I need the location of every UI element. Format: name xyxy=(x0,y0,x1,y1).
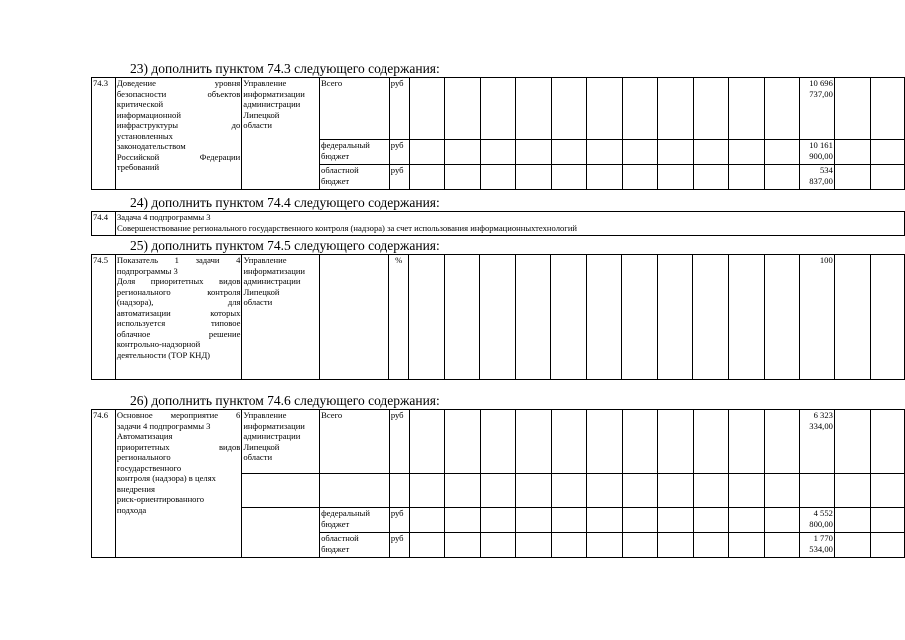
item-name-cell: Показатель 1 задачи 4 подпрограммы 3 Доля приоритетных видов регионального контроля (надзора), для автоматизации которых используется типовое облачное решение контрольно-надзорной деятельности (ТОР КНД) xyxy=(115,255,242,380)
source-cell: областной бюджет xyxy=(320,533,390,558)
value-cell: 1 770 534,00 xyxy=(800,533,835,558)
item-number: 74.6 xyxy=(92,410,116,558)
table-74-3 xyxy=(91,77,905,190)
source-cell: Всего xyxy=(320,410,390,474)
heading-item-74-5: 25) дополнить пунктом 74.5 следующего содержания: xyxy=(130,238,440,253)
table-row xyxy=(92,212,905,236)
table-74-5 xyxy=(91,254,905,380)
item-number: 74.3 xyxy=(92,78,116,190)
unit-cell: руб xyxy=(389,410,409,474)
unit-cell: руб xyxy=(389,508,409,533)
source-cell: федеральный бюджет xyxy=(320,140,390,165)
heading-item-74-6: 26) дополнить пунктом 74.6 следующего содержания: xyxy=(130,393,440,408)
executor-cell: Управление информатизации администрации Липецкой области xyxy=(242,410,320,474)
unit-cell: руб xyxy=(389,140,409,165)
executor-cell-empty xyxy=(242,508,320,558)
executor-cell: Управление информатизации администрации Липецкой области xyxy=(242,255,320,380)
source-cell: областной бюджет xyxy=(320,165,390,190)
task-cell: Задача 4 подпрограммы 3 Совершенствование регионального государственного контроля (надзора) за счет использования информационныхтехнологий xyxy=(115,212,904,236)
source-cell: федеральный бюджет xyxy=(320,508,390,533)
value-cell: 100 xyxy=(800,255,835,380)
value-cell: 10 696 737,00 xyxy=(800,78,835,140)
table-row xyxy=(92,255,905,380)
item-name-cell: Доведение уровня безопасности объектов критической информационной инфраструктуры до установленных законодательством Российской Федерации требований xyxy=(115,78,241,190)
value-cell: 10 161 900,00 xyxy=(800,140,835,165)
source-cell xyxy=(320,255,389,380)
source-cell: Всего xyxy=(320,78,390,140)
value-cell: 4 552 800,00 xyxy=(800,508,835,533)
table-74-6 xyxy=(91,409,905,558)
unit-cell: руб xyxy=(389,78,409,140)
table-row xyxy=(92,78,905,140)
value-cell: 6 323 334,00 xyxy=(800,410,835,474)
heading-item-74-4: 24) дополнить пунктом 74.4 следующего содержания: xyxy=(130,195,440,210)
item-number: 74.4 xyxy=(92,212,116,236)
value-cell: 534 837,00 xyxy=(800,165,835,190)
unit-cell: % xyxy=(389,255,409,380)
item-number: 74.5 xyxy=(92,255,116,380)
executor-cell: Управление информатизации администрации Липецкой области xyxy=(242,78,320,190)
item-name-cell: Основное мероприятие 6 задачи 4 подпрограммы 3 Автоматизация приоритетных видов регионального государственного контроля (надзора) в целях внедрения риск-ориентированного подхода xyxy=(115,410,241,558)
unit-cell: руб xyxy=(389,533,409,558)
table-74-4 xyxy=(91,211,905,236)
table-row xyxy=(92,410,905,474)
unit-cell: руб xyxy=(389,165,409,190)
heading-item-74-3: 23) дополнить пунктом 74.3 следующего содержания: xyxy=(130,61,440,76)
